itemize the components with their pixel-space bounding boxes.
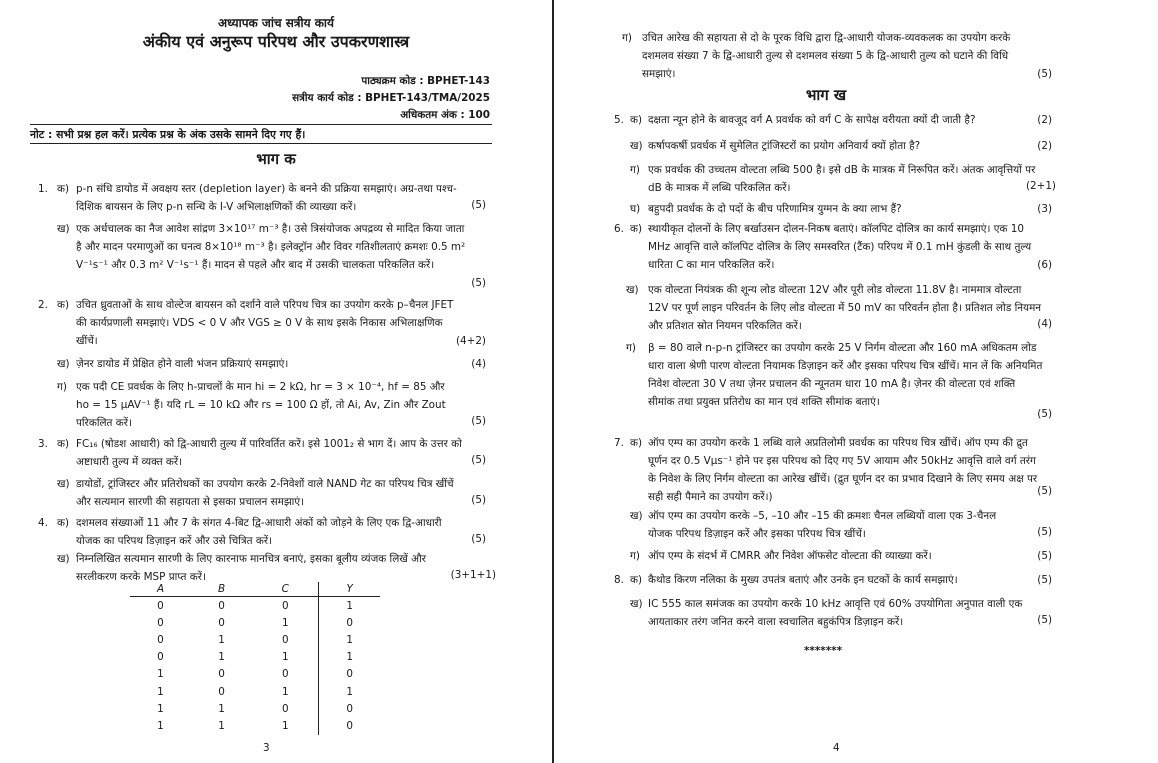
question-4b-marks: (3+1+1) (450, 569, 496, 581)
page-right (556, 0, 1158, 763)
table-row (130, 631, 380, 648)
question-8a-text: कैथोड किरण नलिका के मुख्य उपतंत्र बताएं और उनके इन घटकों के कार्य समझाएं। (648, 574, 958, 586)
section-title-a: भाग क (256, 150, 296, 168)
table-cell: 1 (346, 651, 353, 664)
page-divider (552, 0, 554, 763)
table-cell: 0 (252, 597, 319, 615)
table-cell: 0 (218, 668, 225, 681)
question-1b-marks: (5) (471, 277, 486, 289)
question-2b-text: ज़ेनर डायोड में प्रेक्षित होने वाली भंजन प्रक्रियाएं समझाएं। (76, 358, 289, 370)
question-3a-text: FC₁₆ (षोडश आधारी) को द्वि-आधारी तुल्य में पारिवर्तित करें। इसे 1001₂ से भाग दें। आप के उत्तर को अष्टाधारी तुल्य में व्यक्त करें। (76, 438, 462, 468)
column-header-a: A (156, 583, 165, 595)
question-number: 7. (614, 437, 624, 449)
part-label: ग) (626, 342, 636, 354)
table-cell: 1 (218, 719, 225, 732)
question-8a-marks: (5) (1037, 574, 1052, 586)
question-3b-marks: (5) (471, 494, 486, 506)
part-label: क) (630, 223, 643, 235)
table-cell: 1 (346, 633, 353, 646)
question-4a-text: दशमलव संख्याओं 11 और 7 के संगत 4-बिट द्वि-आधारी अंकों को जोड़ने के लिए एक द्वि-आधारी योजक का परिपथ डिज़ाइन करें और उसे चित्रित करें। (76, 517, 442, 547)
question-1b-text: एक अर्धचालक का नैज आवेश सांद्रण 3×10¹⁷ m⁻³ है। उसे त्रिसंयोजक अपद्रव्य से मादित किया जाता है और मादन परमाणुओं का घनत्व 8×10¹⁸ m⁻³ है। इलेक्ट्रॉन और विवर गतिशीलताएं क्रमशः 0.5 m² V⁻¹s⁻¹ और 0.3 m² V⁻¹s⁻¹ हैं। मादन से पहले और बाद में उसकी चालकता परिकलित करें। (76, 223, 466, 271)
question-number: 3. (38, 438, 48, 450)
table-row (130, 683, 380, 700)
question-2c-marks: (5) (471, 415, 486, 427)
part-label: ख) (630, 140, 643, 152)
table-cell: 0 (346, 668, 353, 681)
question-5c-marks: (2+1) (1025, 180, 1056, 192)
table-cell: 1 (252, 614, 319, 631)
question-number: 4. (38, 517, 48, 529)
part-label: घ) (630, 203, 641, 215)
truth-table-header (130, 582, 380, 597)
page-left (0, 0, 552, 763)
table-row (130, 666, 380, 683)
truth-table (130, 582, 380, 735)
question-number: 1. (38, 183, 48, 195)
note-divider (30, 143, 492, 144)
part-label: ख) (57, 223, 70, 235)
table-cell: 1 (157, 702, 164, 715)
table-cell: 1 (157, 719, 164, 732)
question-6a-text: स्थायीकृत दोलनों के लिए बर्खाउसन दोलन-निकष बताएं। कॉलपिट दोलित्र का कार्य समझाएं। एक 10 MHz आवृत्ति वाले कॉलपिट दोलित्र के लिए समस्वरित (टैंक) परिपथ में 0.1 mH कुंडली के साथ तुल्य धारिता C का मान परिकलित करें। (648, 223, 1032, 271)
table-cell: 1 (218, 633, 225, 646)
question-number: 5. (614, 114, 624, 126)
section-title-b: भाग ख (805, 86, 847, 104)
table-row (130, 717, 380, 734)
question-7c-marks: (5) (1037, 550, 1052, 562)
part-label: ग) (622, 32, 632, 44)
table-cell: 0 (252, 700, 319, 717)
question-6b-text: एक वोल्टता नियंत्रक की शून्य लोड वोल्टता 12V और पूरी लोड वोल्टता 11.8V है। नाममात्र वोल्टता 12V पर पूर्ण लाइन परिवर्तन के लिए लोड वोल्टता में 50 mV का परिवर्तन होता है। प्रतिशत लोड नियमन और प्रतिशत स्रोत नियमन परिकलित करें। (648, 284, 1042, 332)
question-4a-marks: (5) (471, 533, 486, 545)
part-label: ग) (57, 381, 67, 393)
question-7b-text: ऑप एम्प का उपयोग करके –5, –10 और –15 की क्रमशः चैनल लब्धियों वाला एक 3-चैनल योजक परिपथ डिज़ाइन करें और इसका परिपथ चित्र खींचें। (648, 510, 997, 540)
question-6c-text: β = 80 वाले n-p-n ट्रांजिस्टर का उपयोग करके 25 V निर्गम वोल्टता और 160 mA अधिकतम लोड धारा वाला श्रेणी पारण वोल्टता नियामक डिज़ाइन करें और इसका परिपथ चित्र खींचें। मान लें कि अनियमित निवेश वोल्टता 30 V तथा ज़ेनर प्रचालन की न्यूनतम धारा 10 mA है। ज़ेनर की वोल्टता एवं शक्ति सीमांक तथा प्रयुक्त प्रतिरोध का मान एवं शक्ति सीमांक बताएं। (648, 342, 1043, 408)
question-7c-text: ऑप एम्प के संदर्भ में CMRR और निवेश ऑफसेट वोल्टता की व्याख्या करें। (648, 550, 932, 562)
table-row (130, 597, 380, 615)
column-header-y: Y (346, 583, 353, 595)
table-cell: 1 (218, 702, 225, 715)
question-6b-marks: (4) (1037, 318, 1052, 330)
question-4b-text: निम्नलिखित सत्यमान सारणी के लिए कारनाफ मानचित्र बनाएं, इसका बूलीय व्यंजक लिखें और सरलीकरण करके MSP प्राप्त करें। (76, 553, 426, 583)
question-5c-text: एक प्रवर्धक की उच्चतम वोल्टता लब्धि 500 है। इसे dB के मात्रक में निरूपित करें। अंतक आवृत्तियों पर dB के मात्रक में लब्धि परिकलित करें। (648, 164, 1036, 194)
table-cell: 0 (346, 719, 353, 732)
question-2c-text: एक पदी CE प्रवर्धक के लिए h-प्राचलों के मान hi = 2 kΩ, hr = 3 × 10⁻⁴, hf = 85 और ho = 15 μAV⁻¹ हैं। यदि rL = 10 kΩ और rs = 100 Ω हों, तो Ai, Av, Zin और Zout परिकलित करें। (76, 381, 446, 429)
table-cell: 1 (157, 685, 164, 698)
question-6a-marks: (6) (1037, 259, 1052, 271)
question-7a-marks: (5) (1037, 485, 1052, 497)
page-number: 3 (263, 742, 270, 754)
question-6c-marks: (5) (1037, 408, 1052, 420)
question-number: 2. (38, 299, 48, 311)
table-cell: 0 (346, 616, 353, 629)
question-5b-text: कर्षापकर्षी प्रवर्धक में सुमेलित ट्रांजिस्टरों का प्रयोग अनिवार्य क्यों होता है? (648, 140, 921, 152)
table-cell: 1 (157, 668, 164, 681)
part-label: क) (57, 438, 70, 450)
question-7b-marks: (5) (1037, 526, 1052, 538)
table-cell: 1 (252, 649, 319, 666)
part-label: क) (57, 183, 70, 195)
question-2a-text: उचित ध्रुवताओं के साथ वोल्टेज बायसन को दर्शाने वाले परिपथ चित्र का उपयोग करके p–चैनल JFET की कार्यप्रणाली समझाएं। VDS < 0 V और VGS ≥ 0 V के साथ इसके निकास अभिलाक्षणिक खींचें। (76, 299, 454, 347)
table-cell: 1 (252, 717, 319, 734)
assignment-code: सत्रीय कार्य कोड : BPHET-143/TMA/2025 (292, 92, 490, 104)
table-row (130, 614, 380, 631)
table-cell: 1 (252, 683, 319, 700)
question-5d-text: बहुपदी प्रवर्धक के दो पदों के बीच परिणामित्र युग्मन के क्या लाभ हैं? (648, 203, 902, 215)
part-label: ग) (630, 550, 640, 562)
question-8b-text: IC 555 काल समंजक का उपयोग करके 10 kHz आवृत्ति एवं 60% उपयोगिता अनुपात वाली एक आयताकार तरंग जनित करने वाला स्वचालित बहुकंपित्र डिज़ाइन करें। (648, 598, 1023, 628)
table-row (130, 649, 380, 666)
part-label: क) (630, 574, 643, 586)
max-marks: अधिकतम अंक : 100 (400, 109, 490, 121)
question-number: 8. (614, 574, 624, 586)
question-number: 6. (614, 223, 624, 235)
part-label: ख) (626, 284, 639, 296)
part-label: क) (57, 299, 70, 311)
question-2a-marks: (4+2) (455, 335, 486, 347)
end-of-paper-mark: ******* (804, 645, 843, 657)
table-cell: 0 (218, 616, 225, 629)
question-5a-marks: (2) (1037, 114, 1052, 126)
table-cell: 1 (346, 685, 353, 698)
question-1a-marks: (5) (471, 199, 486, 211)
column-header-b: B (218, 583, 226, 595)
table-cell: 0 (218, 685, 225, 698)
table-cell: 0 (252, 666, 319, 683)
part-label: क) (57, 517, 70, 529)
table-row (130, 700, 380, 717)
question-8b-marks: (5) (1037, 614, 1052, 626)
table-cell: 0 (157, 616, 164, 629)
question-3b-text: डायोडों, ट्रांजिस्टर और प्रतिरोधकों का उपयोग करके 2-निवेशों वाले NAND गेट का परिपथ चित्र खींचें और सत्यमान सारणी की सहायता से इसका प्रचालन समझाएं। (76, 478, 454, 508)
table-cell: 1 (218, 651, 225, 664)
part-label: ख) (57, 553, 70, 565)
question-2b-marks: (4) (471, 358, 486, 370)
question-4c-text: उचित आरेख की सहायता से दो के पूरक विधि द्वारा द्वि-आधारी योजक-व्यवकलक का उपयोग करके दशमलव संख्या 7 के द्वि-आधारी तुल्य से दशमलव संख्या 5 के द्वि-आधारी तुल्य को घटाने की विधि समझाएं। (642, 32, 1011, 80)
course-code: पाठ्यक्रम कोड : BPHET-143 (361, 75, 490, 87)
question-4c-marks: (5) (1037, 68, 1052, 80)
table-cell: 0 (157, 651, 164, 664)
header-divider (30, 124, 492, 125)
table-cell: 0 (218, 599, 225, 612)
question-5d-marks: (3) (1037, 203, 1052, 215)
table-cell: 0 (157, 599, 164, 612)
table-cell: 1 (346, 599, 353, 612)
question-5a-text: दक्षता न्यून होने के बावजूद वर्ग A प्रवर्धक को वर्ग C के सापेक्ष वरीयता क्यों दी जाती है? (648, 114, 976, 126)
question-5b-marks: (2) (1037, 140, 1052, 152)
part-label: क) (630, 114, 643, 126)
part-label: क) (630, 437, 643, 449)
question-7a-text: ऑप एम्प का उपयोग करके 1 लब्धि वाले अप्रतिलोमी प्रवर्धक का परिपथ चित्र खींचें। ऑप एम्प की द्रुत घूर्णन दर 0.5 Vμs⁻¹ होने पर इस परिपथ को दिए गए 5V आयाम और 50kHz आवृत्ति वाले वर्ग तरंग के निवेश के लिए निर्गम वोल्टता का आरेख खींचें। (द्रुत घूर्णन दर का प्रभाव दिखाने के लिए समय अक्ष पर सही सही पैमाने का उपयोग करें।) (648, 437, 1038, 503)
table-cell: 0 (346, 702, 353, 715)
question-1a-text: p-n संधि डायोड में अवक्षय स्तर (depletion layer) के बनने की प्रक्रिया समझाएं। अग्र-तथा पश्च-दिशिक बायसन के लिए p-n सन्धि के I-V अभिलाक्षणिकों की व्याख्या करें। (76, 183, 457, 213)
table-cell: 0 (157, 633, 164, 646)
column-header-c: C (252, 582, 319, 597)
part-label: ख) (57, 358, 70, 370)
page-number: 4 (833, 742, 840, 754)
question-3a-marks: (5) (471, 454, 486, 466)
part-label: ख) (57, 478, 70, 490)
part-label: ख) (630, 598, 643, 610)
table-cell: 0 (252, 631, 319, 648)
instructions-note: नोट : सभी प्रश्न हल करें। प्रत्येक प्रश्न के अंक उसके सामने दिए गए हैं। (30, 128, 306, 141)
part-label: ग) (630, 164, 640, 176)
header-title-main: अंकीय एवं अनुरूप परिपथ और उपकरणशास्त्र (142, 32, 410, 51)
header-title-small: अध्यापक जांच सत्रीय कार्य (217, 16, 335, 30)
part-label: ख) (630, 510, 643, 522)
